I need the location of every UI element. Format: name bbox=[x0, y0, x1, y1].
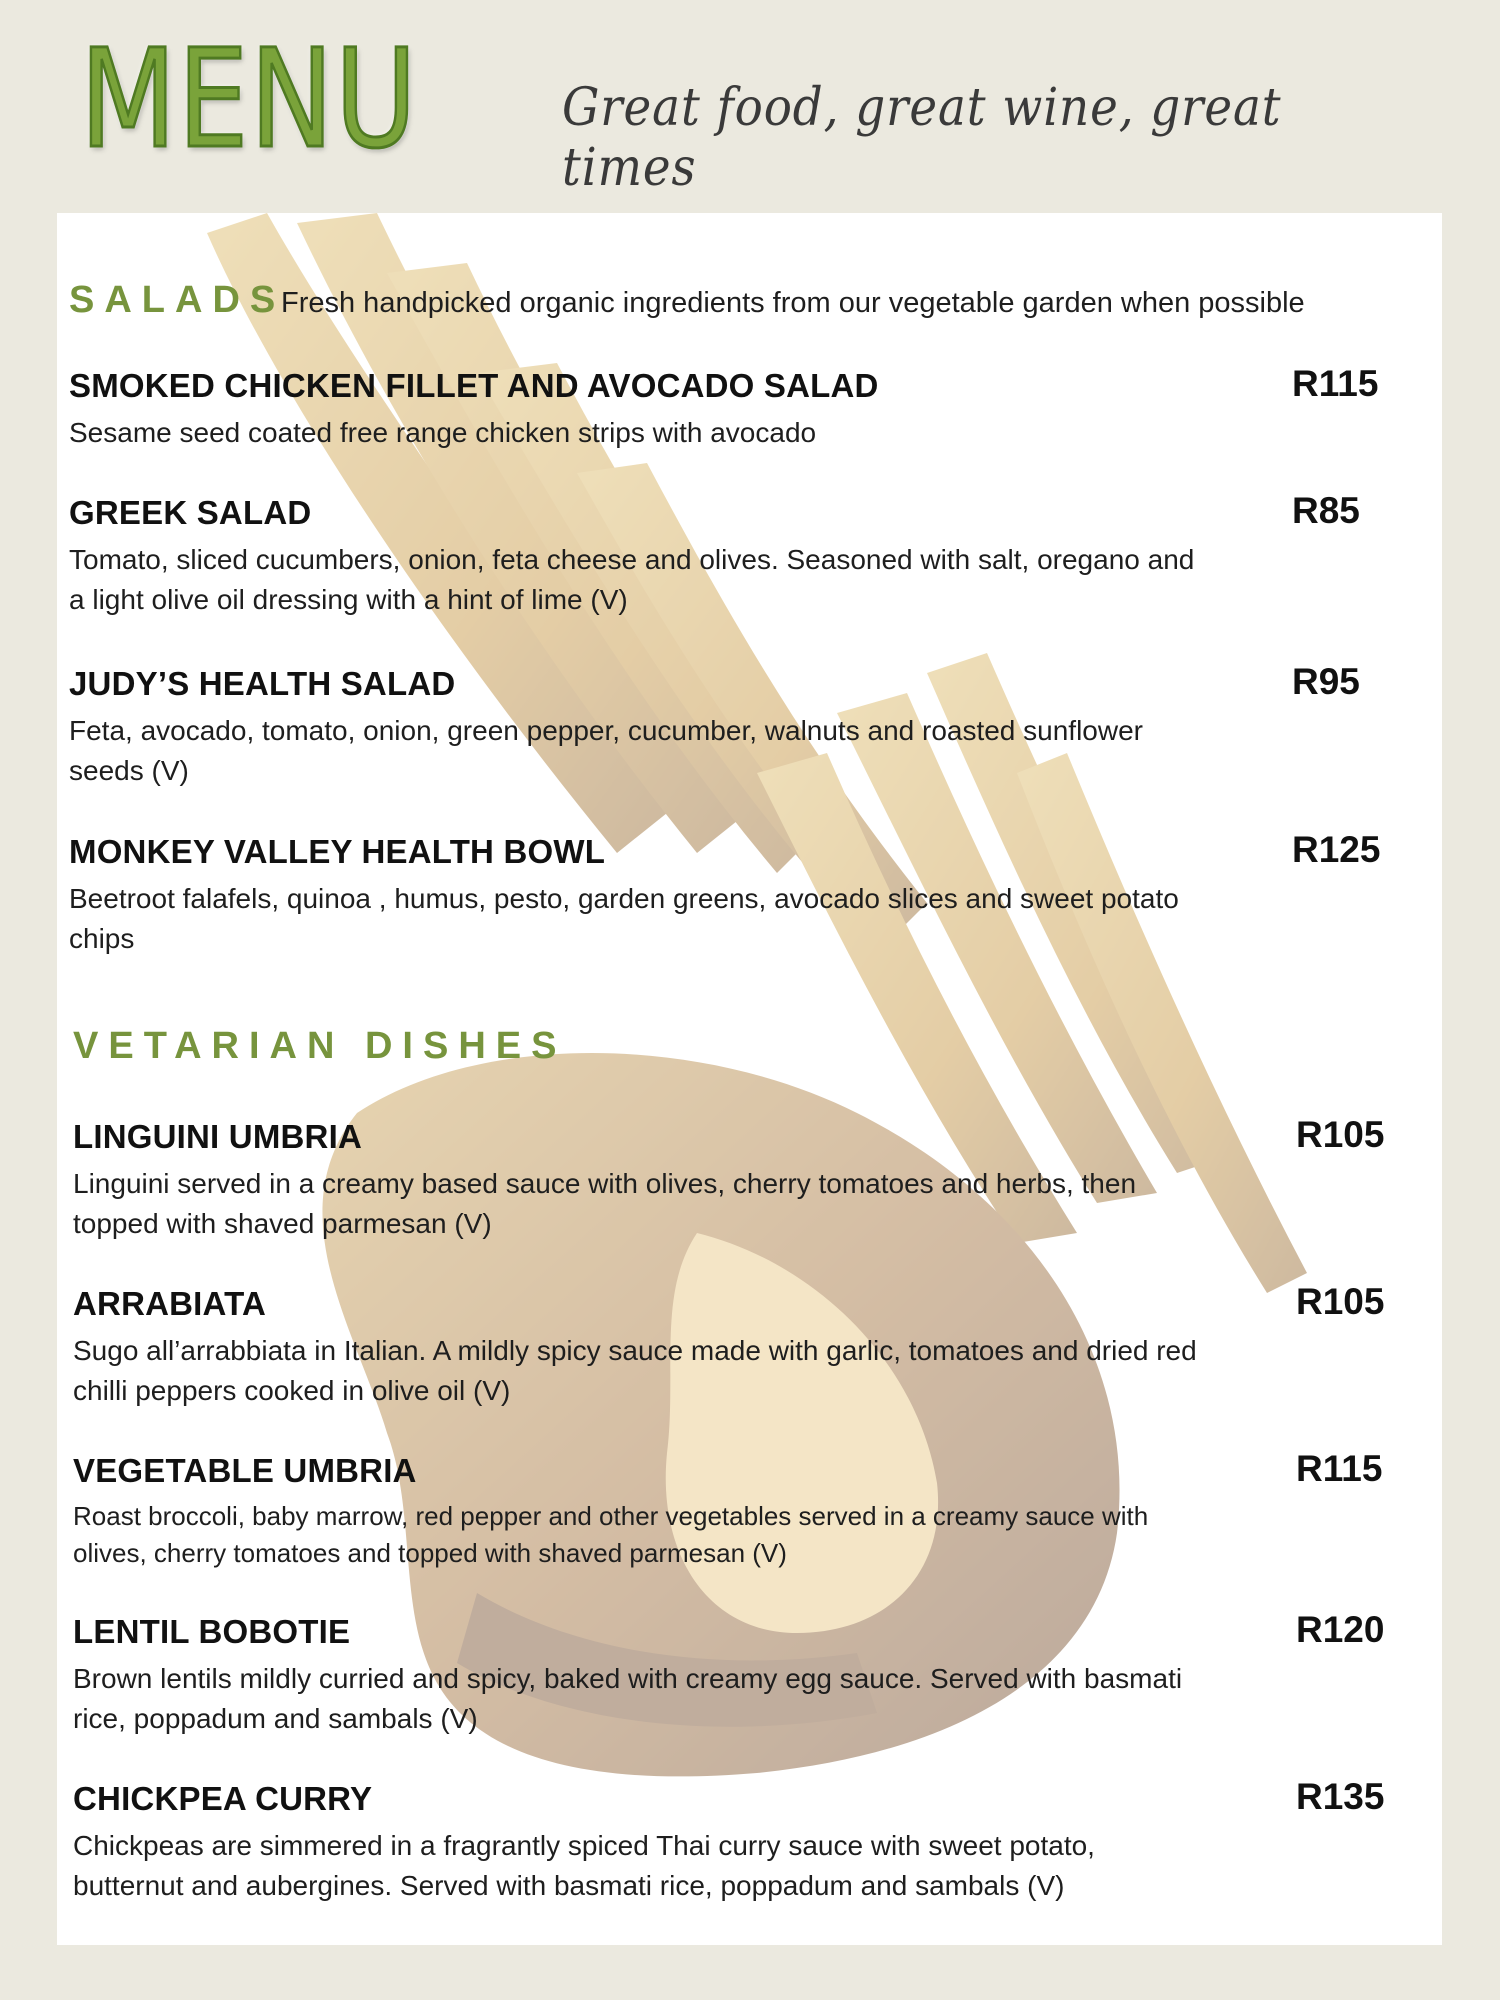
item-description: Roast broccoli, baby marrow, red pepper and other vegetables served in a creamy sauce with olives, cherry tomatoes and topped with shaved parmesan (V) bbox=[73, 1501, 1149, 1568]
item-price: R95 bbox=[1292, 661, 1360, 702]
item-price: R105 bbox=[1296, 1114, 1385, 1155]
item-name: JUDY’S HEALTH SALAD bbox=[69, 665, 456, 702]
item-price: R120 bbox=[1296, 1609, 1385, 1650]
item-name: LINGUINI UMBRIA bbox=[73, 1118, 362, 1155]
item-description: Linguini served in a creamy based sauce with olives, cherry tomatoes and herbs, then topped with shaved parmesan (V) bbox=[73, 1168, 1137, 1239]
item-description: Sugo all’arrabbiata in Italian. A mildly spicy sauce made with garlic, tomatoes and dried red chilli peppers cooked in olive oil (V) bbox=[73, 1335, 1197, 1406]
item-description: Brown lentils mildly curried and spicy, baked with creamy egg sauce. Served with basmati rice, poppadum and sambals (V) bbox=[73, 1663, 1183, 1734]
item-description: Sesame seed coated free range chicken strips with avocado bbox=[69, 417, 817, 448]
item-description: Tomato, sliced cucumbers, onion, feta cheese and olives. Seasoned with salt, oregano and a light olive oil dressing with a hint of lime (V) bbox=[69, 544, 1195, 615]
item-description: Chickpeas are simmered in a fragrantly spiced Thai curry sauce with sweet potato, butternut and aubergines. Served with basmati rice, poppadum and sambals (V) bbox=[73, 1830, 1095, 1901]
item-price: R85 bbox=[1292, 490, 1360, 531]
item-price: R105 bbox=[1296, 1281, 1385, 1322]
item-description: Feta, avocado, tomato, onion, green pepper, cucumber, walnuts and roasted sunflower seeds (V) bbox=[69, 715, 1143, 786]
item-name: SMOKED CHICKEN FILLET AND AVOCADO SALAD bbox=[69, 367, 879, 404]
item-price: R125 bbox=[1292, 829, 1381, 870]
menu-header bbox=[0, 0, 1500, 210]
item-name: LENTIL BOBOTIE bbox=[73, 1613, 351, 1650]
item-price: R115 bbox=[1296, 1448, 1383, 1489]
salads-heading: SALADS bbox=[69, 279, 286, 321]
item-name: CHICKPEA CURRY bbox=[73, 1780, 373, 1817]
menu-title: MENU bbox=[80, 21, 419, 179]
item-price: R135 bbox=[1296, 1776, 1385, 1817]
menu-tagline: Great food, great wine, great times bbox=[562, 78, 1282, 198]
item-price: R115 bbox=[1292, 363, 1379, 404]
item-name: VEGETABLE UMBRIA bbox=[73, 1452, 417, 1489]
menu-panel bbox=[57, 213, 1442, 1945]
item-name: ARRABIATA bbox=[73, 1285, 267, 1322]
salads-note: Fresh handpicked organic ingredients from our vegetable garden when possible bbox=[281, 287, 1305, 319]
item-name: MONKEY VALLEY HEALTH BOWL bbox=[69, 833, 606, 870]
item-description: Beetroot falafels, quinoa , humus, pesto, garden greens, avocado slices and sweet potato chips bbox=[69, 883, 1179, 954]
item-name: GREEK SALAD bbox=[69, 494, 312, 531]
vegetarian-heading: VETARIAN DISHES bbox=[73, 1025, 567, 1067]
